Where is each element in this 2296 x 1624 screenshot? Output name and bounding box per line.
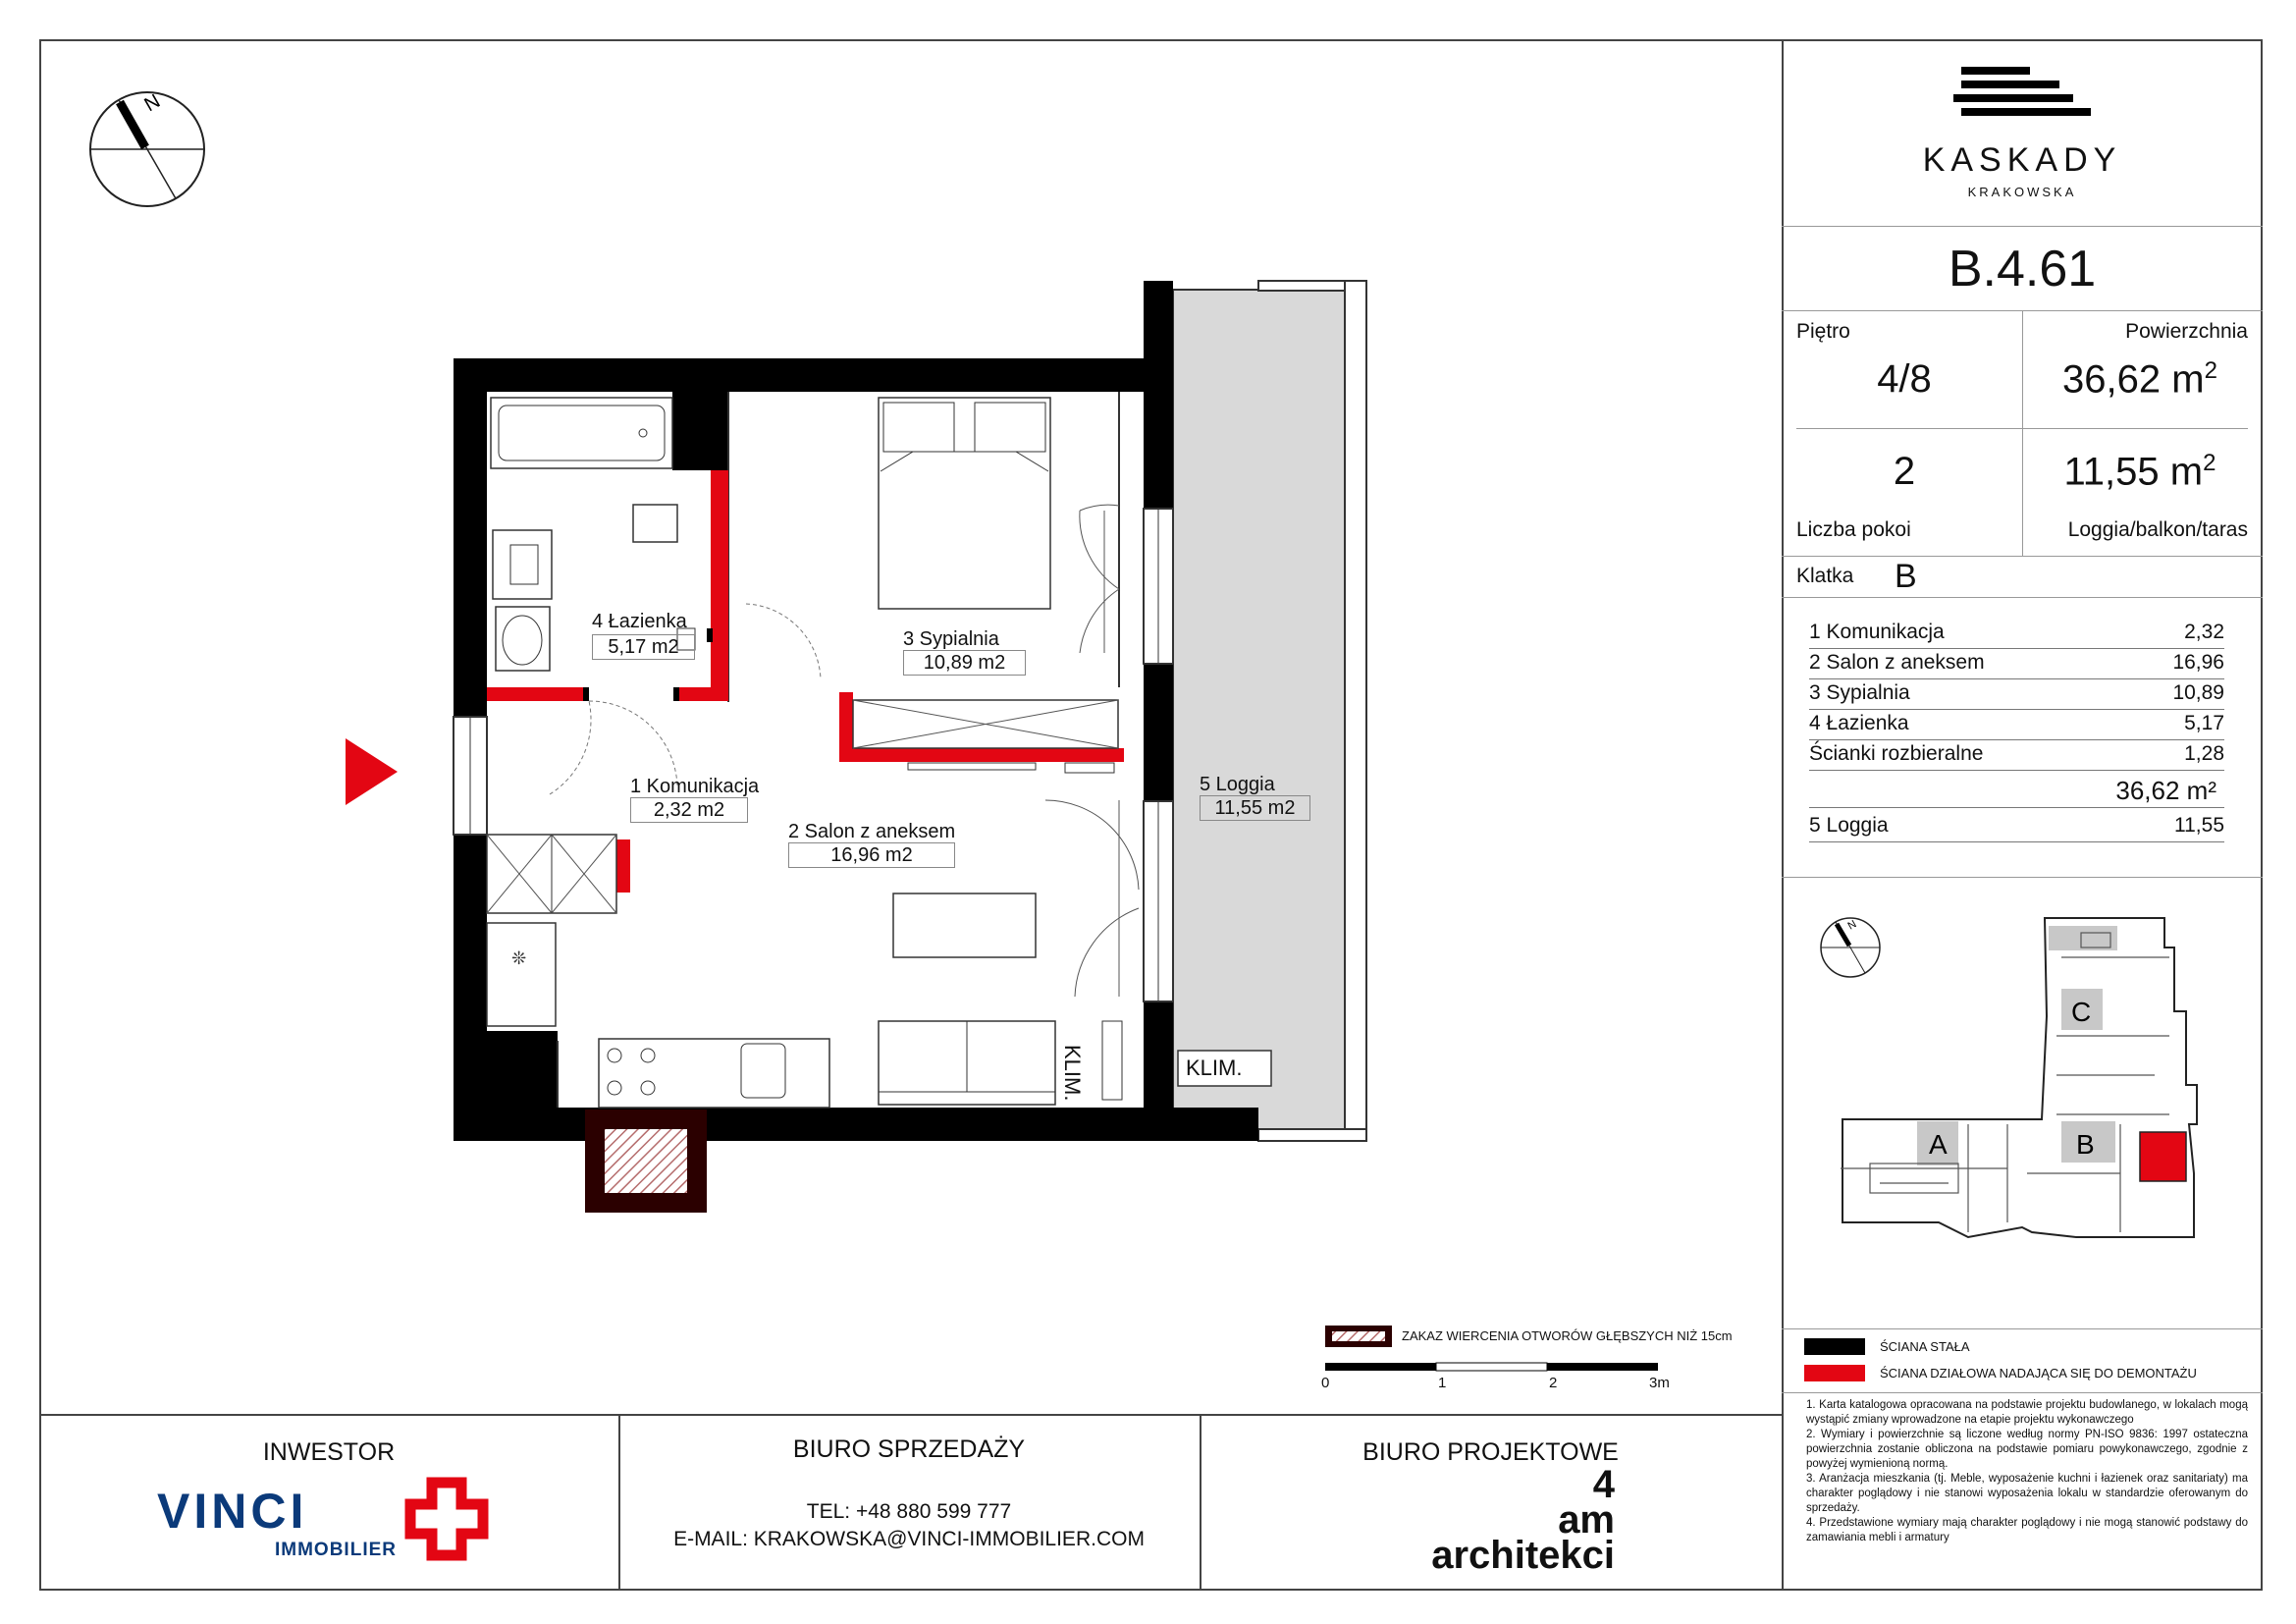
klim-box-label: KLIM. [1186,1056,1243,1080]
north-label: N [140,90,165,117]
divider [1782,1392,2263,1393]
note-2: 2. Wymiary i powierzchnie są liczone według normy PN-ISO 9836: 1997 ostateczna powierzchnia zostanie obliczona na podstawie pomiaru powykonawczego, zgodnie z powyżej wymienioną normą. [1806,1429,2248,1470]
architects-logo [1369,1463,1615,1591]
footer-divider [39,1414,1782,1416]
keyplan-stair-a: A [1929,1129,1948,1160]
scale-bar [1325,1363,1658,1371]
room-area-loggia: 11,55 m2 [1200,795,1310,821]
legend-swatch-fixed [1804,1338,1865,1355]
stair-value: B [1895,558,1917,595]
scale-1: 1 [1438,1375,1447,1391]
loggia-unit-sup: 2 [2203,450,2216,476]
rooms-label: Liczba pokoi [1796,518,1911,541]
room-label-living: 2 Salon z aneksem [788,821,956,842]
notes-block [1806,1398,2248,1545]
area-unit-sup: 2 [2204,357,2217,384]
keyplan-stair-c: C [2071,997,2092,1027]
north-compass [90,90,204,206]
legend-label-fixed: ŚCIANA STAŁA [1880,1339,1970,1354]
drill-warning-label: ZAKAZ WIERCENIA OTWORÓW GŁĘBSZYCH NIŻ 15cm [1402,1328,1733,1343]
floor-label: Piętro [1796,320,1850,343]
room-area-bedroom: 10,89 m2 [903,650,1026,676]
area-value-text: 36,62 m [2062,357,2205,402]
entrance-arrow [346,738,398,805]
svg-text:❊: ❊ [511,948,527,969]
klim-vertical-label: KLIM. [1060,1045,1085,1102]
legend-swatch-removable [1804,1365,1865,1381]
area-name: Ścianki rozbieralne [1809,742,1984,765]
area-row-loggia [1809,812,2224,842]
floor-value: 4/8 [1877,357,1932,401]
area-value: 2,32 [2184,621,2224,643]
investor-title: INWESTOR [262,1438,396,1466]
area-row-bedroom [1809,679,2224,710]
sales-title: BIURO SPRZEDAŻY [792,1435,1026,1463]
room-area-hall: 2,32 m2 [630,797,748,823]
summary-divider [2022,310,2023,556]
area-value: 10,89 [2172,681,2224,704]
room-label-loggia: 5 Loggia [1200,774,1275,795]
legend-label-removable: ŚCIANA DZIAŁOWA NADAJĄCA SIĘ DO DEMONTAŻU [1880,1366,2197,1380]
divider [1782,556,2263,557]
area-name: 4 Łazienka [1809,712,1909,734]
divider [1782,1328,2263,1329]
room-area-living: 16,96 m2 [788,842,955,868]
area-name: 5 Loggia [1809,814,1889,837]
vinci-logo [157,1473,520,1571]
vinci-logo-icon [402,1473,501,1571]
vinci-logo-text: VINCI [157,1484,308,1539]
loggia-value-text: 11,55 m [2063,450,2204,494]
area-value: 1,28 [2184,742,2224,765]
note-3: 3. Aranżacja mieszkania (tj. Meble, wyposażenie kuchni i łazienek oraz sanitariaty) ma charakter poglądowy i nie stanowi wyposażenia lokalu w standardzie oferowanym do sprzedaży. [1806,1473,2248,1514]
keyplan-north-label: N [1845,918,1859,933]
area-name: 1 Komunikacja [1809,621,1945,643]
scale-3m: 3m [1649,1375,1670,1391]
area-row-living [1809,649,2224,679]
keyplan-stair-b: B [2076,1129,2095,1160]
kaskady-logo-icon [1953,67,2091,124]
unit-code: B.4.61 [1948,241,2097,298]
divider [1782,877,2263,878]
note-4: 4. Przedstawione wymiary mają charakter poglądowy i nie mogą stanowić podstawy do zamawiania mebli i armatury [1806,1517,2248,1543]
area-row-partitions [1809,740,2224,771]
scale-0: 0 [1321,1375,1330,1391]
area-name: 2 Salon z aneksem [1809,651,1985,674]
area-total-value: 36,62 m² [2115,776,2216,805]
sales-email: E-MAIL: KRAKOWSKA@VINCI-IMMOBILIER.COM [673,1528,1145,1550]
scale-2: 2 [1549,1375,1558,1391]
brand-name: KASKADY [1922,141,2122,179]
brand-subtitle: KRAKOWSKA [1967,185,2077,199]
sales-phone: TEL: +48 880 599 777 [806,1500,1012,1523]
area-value: 5,17 [2184,712,2224,734]
room-label-bedroom: 3 Sypialnia [903,628,999,650]
room-label-hall: 1 Komunikacja [630,776,760,797]
area-label: Powierzchnia [2125,320,2248,343]
stair-label: Klatka [1796,565,1854,587]
vinci-logo-sub: IMMOBILIER [275,1540,397,1560]
area-row-hall [1809,619,2224,649]
area-row-bathroom [1809,710,2224,740]
room-area-bathroom: 5,17 m2 [592,634,695,660]
design-title: BIURO PROJEKTOWE [1362,1438,1619,1466]
area-name: 3 Sypialnia [1809,681,1910,704]
room-label-bathroom: 4 Łazienka [592,611,687,632]
rooms-value: 2 [1893,450,1916,493]
keyplan-compass [1821,918,1880,977]
architects-logo-line-1: 4 [1592,1463,1615,1506]
divider [1782,597,2263,598]
note-1: 1. Karta katalogowa opracowana na podstawie projektu budowlanego, w lokalach mogą wystąpić zmiany wprowadzone na etapie projektu wykonawczego [1806,1399,2248,1426]
architects-logo-line-3: architekci [1431,1534,1615,1577]
area-value: 11,55 [2174,814,2224,837]
loggia-value [2032,450,2248,494]
area-row-total [1809,774,2224,808]
keyplan-unit-highlight [2140,1132,2186,1181]
key-plan [1782,879,2263,1291]
area-value: 16,96 [2172,651,2224,674]
architects-logo-line-2: am [1558,1498,1615,1542]
area-value [2032,357,2248,402]
loggia-floor [1173,290,1360,1129]
loggia-label: Loggia/balkon/taras [2067,518,2248,541]
divider [1796,428,2248,429]
divider [1782,226,2263,227]
